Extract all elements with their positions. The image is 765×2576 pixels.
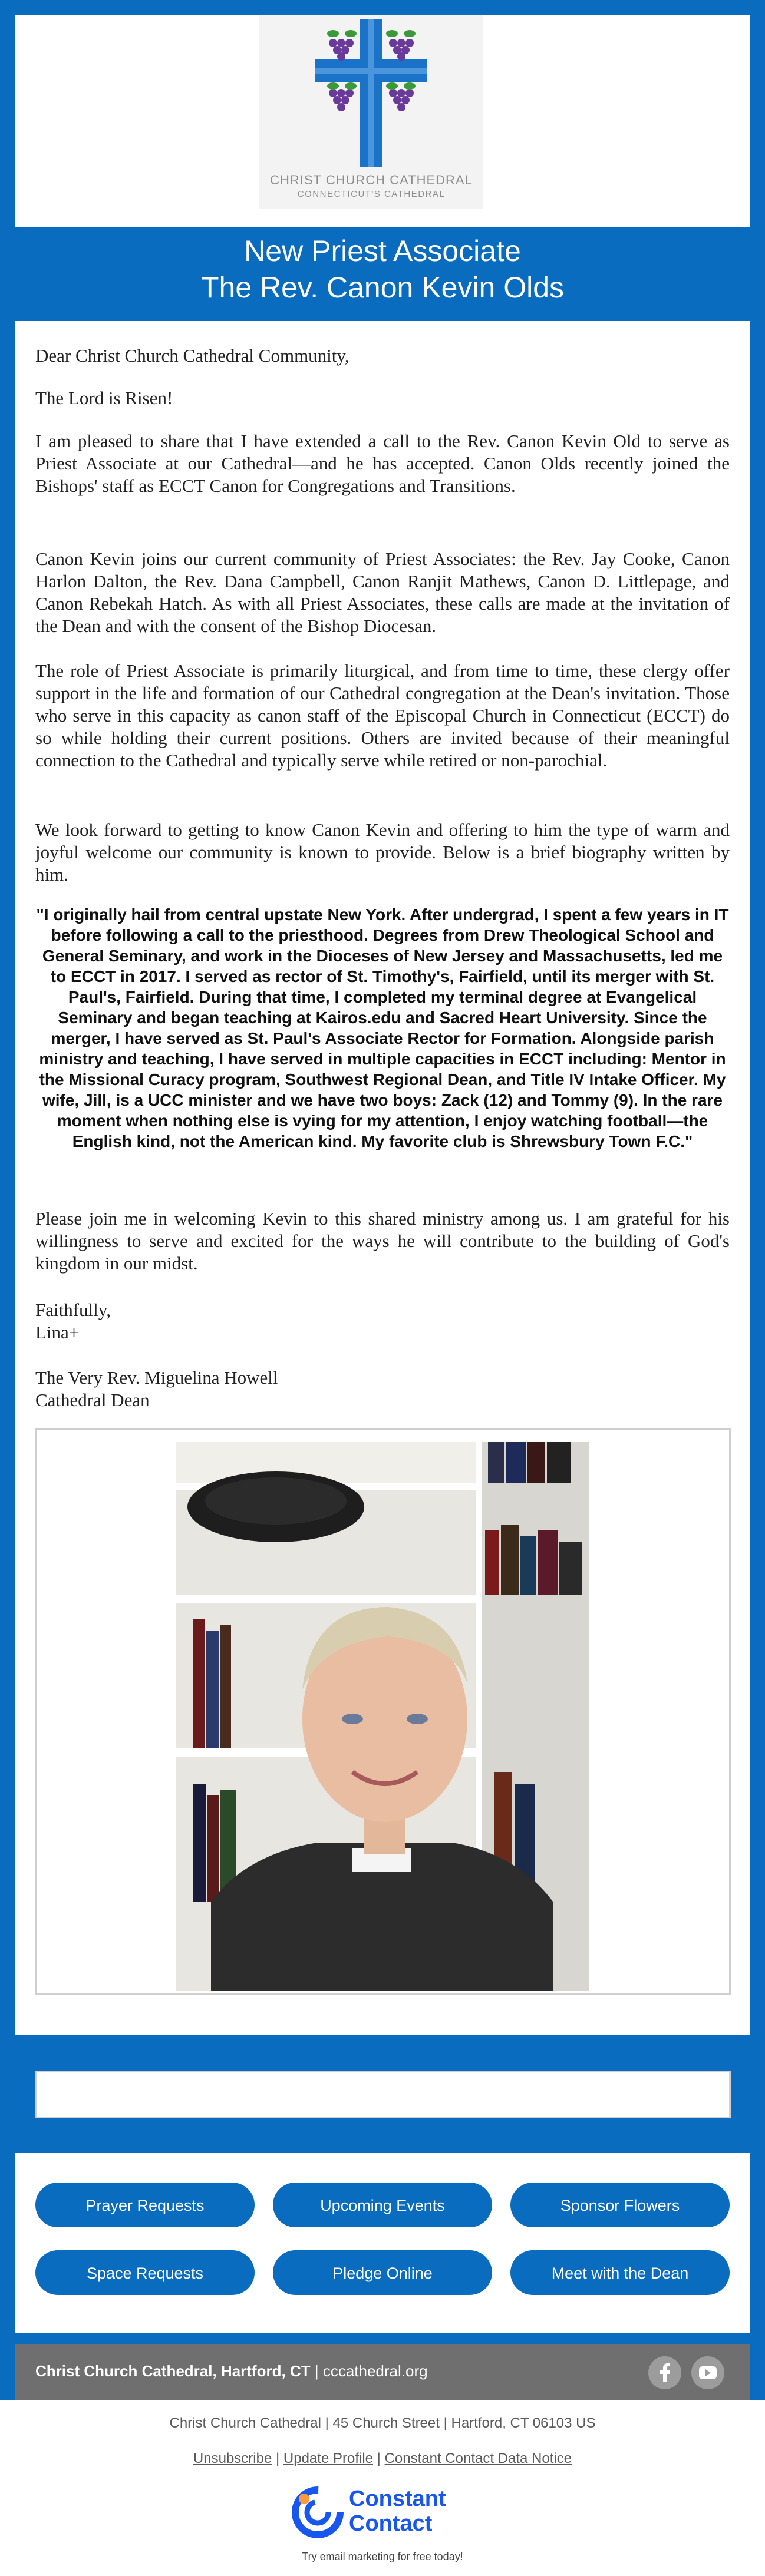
cathedral-logo[interactable] (259, 15, 483, 209)
footer-links (0, 2451, 765, 2467)
title-line-1: New Priest Associate (244, 234, 521, 267)
logo-subtitle: CONNECTICUT'S CATHEDRAL (297, 189, 446, 199)
cross-logo-icon (315, 19, 427, 167)
footer-link-divider-1: | (276, 2451, 280, 2466)
facebook-icon[interactable] (648, 2356, 681, 2389)
signer-name: The Very Rev. Miguelina Howell (35, 1367, 278, 1388)
constant-contact-wordmark (349, 2486, 446, 2536)
paragraph-3: The role of Priest Associate is primarily liturgical, and from time to time, these clergy offer support in the life and formation of our Cathedral congregation at the Dean's invitation. Those who serve in this capacity as canon staff of the Episcopal Church in Connecticut (ECCT) do so while holding their current positions. Others are invited because of their meaningful connection to the Cathedral and typically serve while retired or non-parochial. (35, 660, 730, 771)
footer-website-link[interactable]: cccathedral.org (322, 2362, 428, 2380)
salutation: Dear Christ Church Cathedral Community, (35, 345, 349, 366)
logo-name: CHRIST CHURCH CATHEDRAL (270, 173, 473, 187)
pledge-online-button[interactable]: Pledge Online (273, 2250, 492, 2295)
space-requests-button[interactable]: Space Requests (35, 2250, 255, 2295)
constant-contact-logo[interactable] (291, 2483, 474, 2542)
photo-frame (35, 1428, 731, 1995)
youtube-icon[interactable] (691, 2356, 724, 2389)
letter-body (15, 321, 750, 2035)
quick-links-panel (15, 2153, 750, 2333)
paragraph-2: Canon Kevin joins our current community of Priest Associates: the Rev. Jay Cooke, Canon Harlon Dalton, the Rev. Dana Campbell, Canon Ranjit Mathews, Canon D. Littlepage, and Canon Rebekah Hatch. As with all Priest Associates, these calls are made at the invitation of the Dean and with the consent of the Bishop Diocesan. (35, 548, 730, 636)
upcoming-events-button[interactable]: Upcoming Events (273, 2183, 492, 2227)
footer-bar (15, 2344, 750, 2400)
sponsor-flowers-button[interactable]: Sponsor Flowers (510, 2183, 730, 2227)
paragraph-1: I am pleased to share that I have extended a call to the Rev. Canon Kevin Old to serve as Priest Associate at our Cathedral—and he has accepted. Canon Olds recently joined the Bishops' staff as ECCT Canon for Congregations and Transitions. (35, 431, 730, 496)
footer-org-name: Christ Church Cathedral, Hartford, CT (35, 2362, 311, 2380)
constant-contact-icon (291, 2486, 344, 2539)
page-title (15, 233, 750, 306)
email-footer (0, 2400, 765, 2576)
greeting: The Lord is Risen! (35, 388, 173, 408)
signoff: Lina+ (35, 1322, 80, 1342)
signer-title: Cathedral Dean (35, 1390, 150, 1410)
meet-dean-button[interactable]: Meet with the Dean (510, 2250, 730, 2295)
priest-portrait-image (176, 1442, 589, 1991)
data-notice-link[interactable]: Constant Contact Data Notice (384, 2451, 572, 2466)
unsubscribe-link[interactable]: Unsubscribe (193, 2451, 272, 2466)
title-line-2: The Rev. Canon Kevin Olds (200, 271, 565, 304)
biography-quote: "I originally hail from central upstate New York. After undergrad, I spent a few years in IT before following a call to the priesthood. Degrees from Drew Theological School and General Seminary, and work in the Dioceses of New Jersey and Massachusetts, led me to ECCT in 2017. I served as rector of St. Timothy's, Fairfield, until its merger with St. Paul's, Fairfield. During that time, I completed my terminal degree at Evangelical Seminary and began teaching at Kairos.edu and Sacred Heart University. Since the merger, I have served as St. Paul's Associate Rector for Formation. Alongside parish ministry and teaching, I have served in multiple capacities in ECCT including: Mentor in the Missional Curacy program, Southwest Regional Dean, and Title IV Intake Officer. My wife, Jill, is a UCC minister and we have two boys: Zack (12) and Tommy (9). In the rare moment when nothing else is vying for my attention, I enjoy watching football—the English kind, not the American kind. My favorite club is Shrewsbury Town F.C." (36, 905, 729, 1150)
footer-separator: | (314, 2362, 319, 2380)
update-profile-link[interactable]: Update Profile (283, 2451, 373, 2466)
constant-contact-tagline[interactable]: Try email marketing for free today! (302, 2551, 463, 2562)
paragraph-5: Please join me in welcoming Kevin to this shared ministry among us. I am grateful for his willingness to serve and excited for the ways he will contribute to the building of God's kingdom in our midst. (35, 1208, 730, 1274)
cc-wordmark-line-1: Constant (349, 2486, 446, 2511)
cc-wordmark-line-2: Contact (349, 2511, 433, 2536)
footer-org-info (35, 2362, 428, 2380)
closing: Faithfully, (35, 1299, 111, 1320)
prayer-requests-button[interactable]: Prayer Requests (35, 2183, 255, 2227)
footer-address: Christ Church Cathedral | 45 Church Street | Hartford, CT 06103 US (169, 2415, 596, 2431)
paragraph-4: We look forward to getting to know Canon Kevin and offering to him the type of warm and joyful welcome our community is known to provide. Below is a brief biography written by him. (35, 819, 730, 885)
empty-content-box (35, 2071, 731, 2118)
footer-link-divider-2: | (377, 2451, 381, 2466)
